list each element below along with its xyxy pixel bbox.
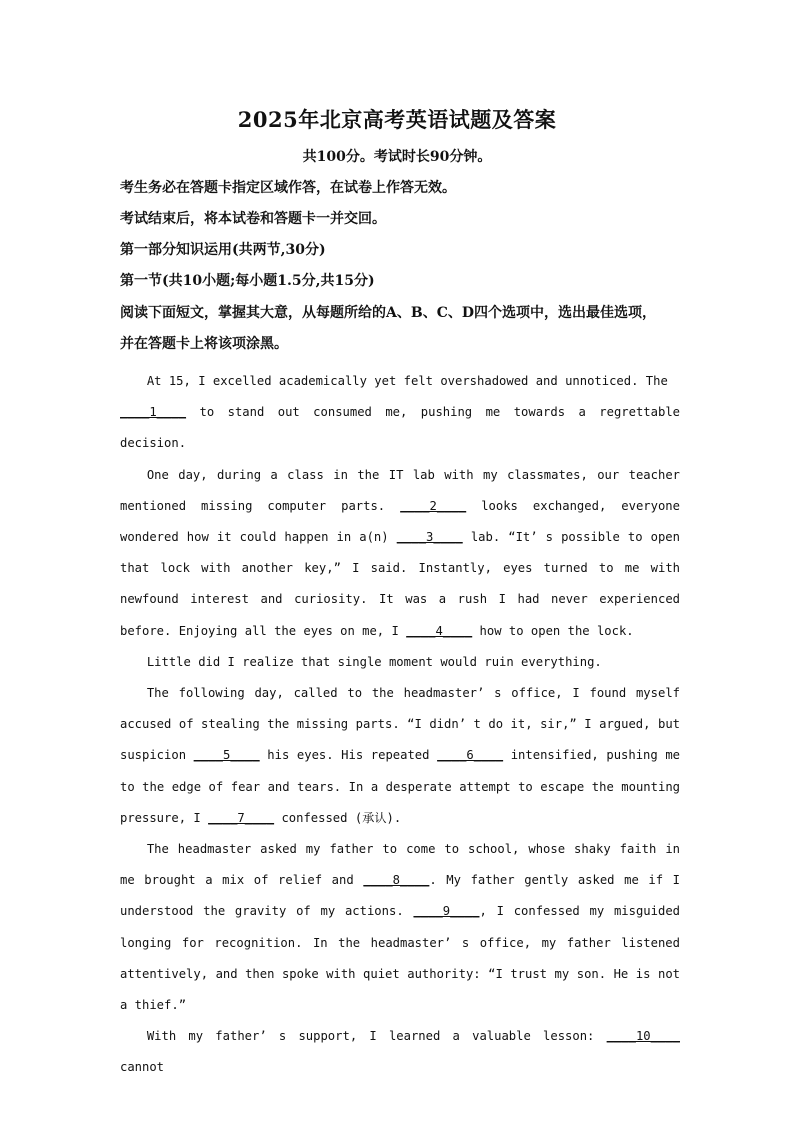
blank-1: ____1____ bbox=[120, 405, 187, 420]
blank-3: ____3____ bbox=[396, 530, 463, 545]
section-heading: 第一部分知识运用(共两节,30分) bbox=[120, 242, 326, 258]
instruction-line: 并在答题卡上将该项涂黑。 bbox=[120, 336, 288, 352]
blank-7: ____7____ bbox=[208, 810, 275, 825]
exam-duration-note: 共100分。考试时长90分钟。 bbox=[302, 149, 492, 165]
cloze-passage bbox=[120, 366, 680, 1084]
subsection-heading: 第一节(共10小题;每小题1.5分,共15分) bbox=[120, 273, 375, 289]
passage-paragraph: Little did I realize that single moment would ruin everything. bbox=[146, 654, 602, 669]
instruction-line: 考试结束后，将本试卷和答题卡一并交回。 bbox=[120, 211, 386, 227]
page-title: 2025年北京高考英语试题及答案 bbox=[237, 107, 557, 132]
instruction-line: 考生务必在答题卡指定区域作答，在试卷上作答无效。 bbox=[120, 180, 456, 196]
blank-10: ____10____ bbox=[606, 1029, 680, 1044]
passage-paragraph: At 15, I excelled academically yet felt overshadowed and unnoticed. The ____1____ to stand out consumed me, pushing me towards a regrettable decision. bbox=[120, 374, 680, 451]
blank-6: ____6____ bbox=[437, 748, 504, 763]
blank-9: ____9____ bbox=[413, 904, 480, 919]
blank-2: ____2____ bbox=[400, 498, 467, 513]
passage-paragraph: The headmaster asked my father to come to school, whose shaky faith in me brought a mix of relief and ____8____. My father gently asked me if I understood the gravity of my actions. ____9____, I confessed my misguided longing for recognition. In the headmaster’ s office, my father listened attentively, and then spoke with quiet authority: “I trust my son. He is not a thief.” bbox=[120, 842, 680, 1013]
passage-paragraph: With my father’ s support, I learned a valuable lesson: ____10____ cannot bbox=[120, 1029, 680, 1075]
passage-paragraph: The following day, called to the headmaster’ s office, I found myself accused of stealing the missing parts. “I didn’ t do it, sir,” I argued, but suspicion ____5____ his eyes. His repeated ____6____ intensified, pushing me to the edge of fear and tears. In a desperate attempt to escape the mounting pressure, I ____7____ confessed (承认). bbox=[120, 686, 680, 825]
passage-paragraph: One day, during a class in the IT lab with my classmates, our teacher mentioned missing computer parts. ____2____ looks exchanged, everyone wondered how it could happen in a(n) ____3____ lab. “It’ s possible to open that lock with another key,” I said. Instantly, eyes turned to me with newfound interest and curiosity. It was a rush I had never experienced before. Enjoying all the eyes on me, I ____4____ how to open the lock. bbox=[120, 467, 680, 638]
instruction-line: 阅读下面短文，掌握其大意，从每题所给的A、B、C、D四个选项中，选出最佳选项， bbox=[120, 305, 656, 321]
blank-5: ____5____ bbox=[193, 748, 260, 763]
blank-8: ____8____ bbox=[363, 873, 430, 888]
blank-4: ____4____ bbox=[406, 623, 473, 638]
